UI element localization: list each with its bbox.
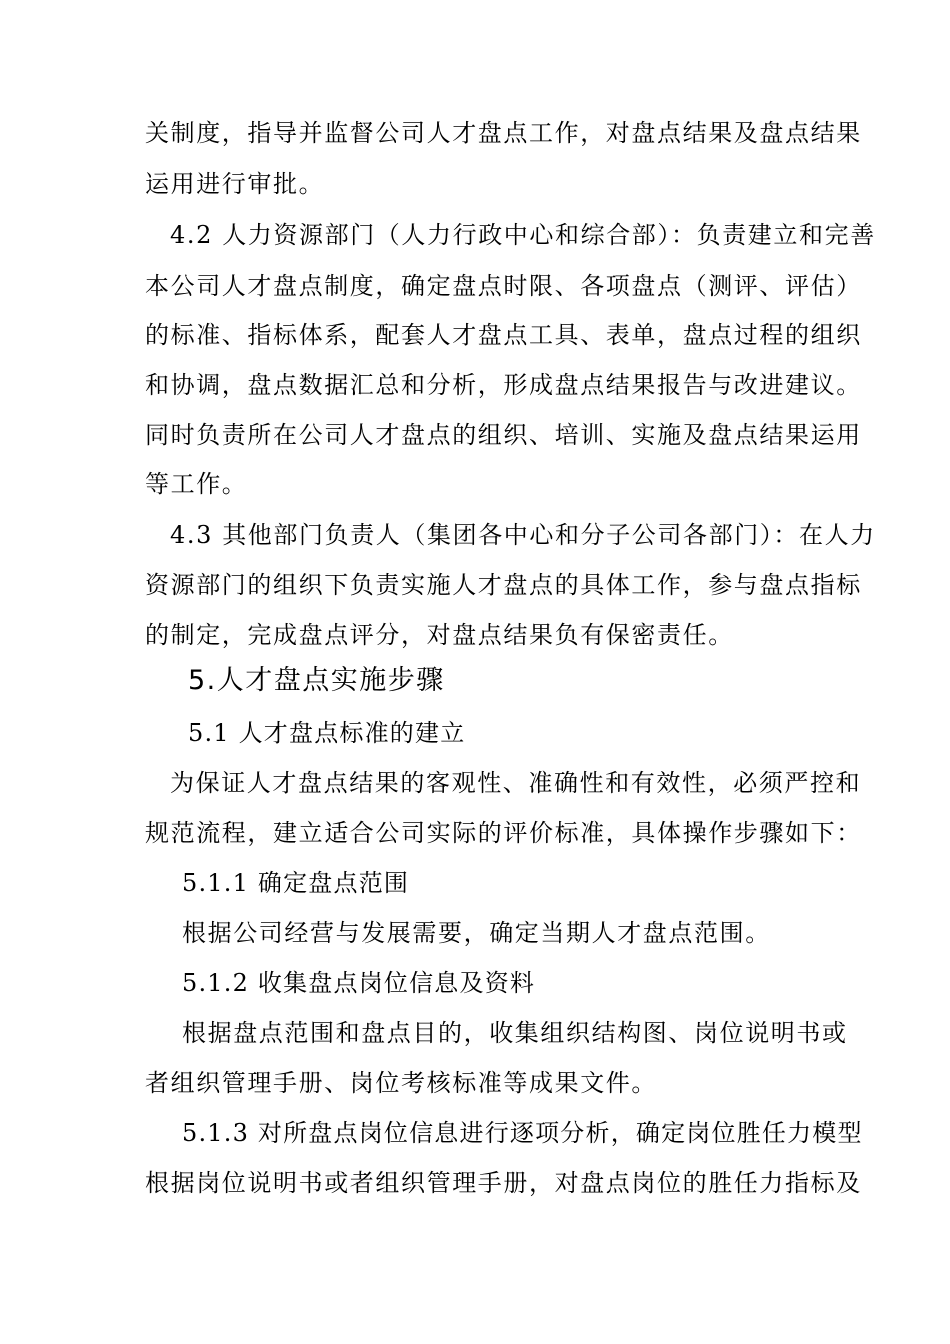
subsection-heading-5-1-1: 5.1.1 确定盘点范围 (182, 869, 410, 897)
body-text-line: 为保证人才盘点结果的客观性、准确性和有效性，必须严控和 (170, 769, 862, 797)
body-text-line: 同时负责所在公司人才盘点的组织、培训、实施及盘点结果运用 (145, 421, 862, 449)
body-text-line: 规范流程，建立适合公司实际的评价标准，具体操作步骤如下： (145, 819, 862, 847)
body-text-line: 和协调，盘点数据汇总和分析，形成盘点结果报告与改进建议。 (145, 371, 862, 399)
body-text-line: 根据岗位说明书或者组织管理手册，对盘点岗位的胜任力指标及 (145, 1169, 862, 1197)
subsection-heading-5-1: 5.1 人才盘点标准的建立 (188, 719, 466, 747)
body-text-line: 者组织管理手册、岗位考核标准等成果文件。 (145, 1069, 657, 1097)
subsection-heading-5-1-2: 5.1.2 收集盘点岗位信息及资料 (182, 969, 536, 997)
body-text-line: 本公司人才盘点制度，确定盘点时限、各项盘点（测评、评估） (145, 272, 862, 300)
body-text-line: 关制度，指导并监督公司人才盘点工作，对盘点结果及盘点结果 (145, 119, 862, 147)
section-paragraph-4-3: 4.3 其他部门负责人（集团各中心和分子公司各部门）：在人力 (170, 521, 876, 549)
section-heading-5: 5.人才盘点实施步骤 (188, 665, 445, 696)
body-text-line: 运用进行审批。 (145, 170, 325, 198)
body-text-line: 等工作。 (145, 470, 248, 498)
body-text-line: 资源部门的组织下负责实施人才盘点的具体工作，参与盘点指标 (145, 571, 862, 599)
body-text-line: 的制定，完成盘点评分，对盘点结果负有保密责任。 (145, 621, 734, 649)
body-text-line: 的标准、指标体系，配套人才盘点工具、表单，盘点过程的组织 (145, 321, 862, 349)
subsection-heading-5-1-3: 5.1.3 对所盘点岗位信息进行逐项分析，确定岗位胜任力模型 (182, 1119, 863, 1147)
section-paragraph-4-2: 4.2 人力资源部门（人力行政中心和综合部）：负责建立和完善 (170, 221, 876, 249)
body-text-line: 根据盘点范围和盘点目的，收集组织结构图、岗位说明书或 (182, 1019, 848, 1047)
body-text-line: 根据公司经营与发展需要，确定当期人才盘点范围。 (182, 919, 771, 947)
